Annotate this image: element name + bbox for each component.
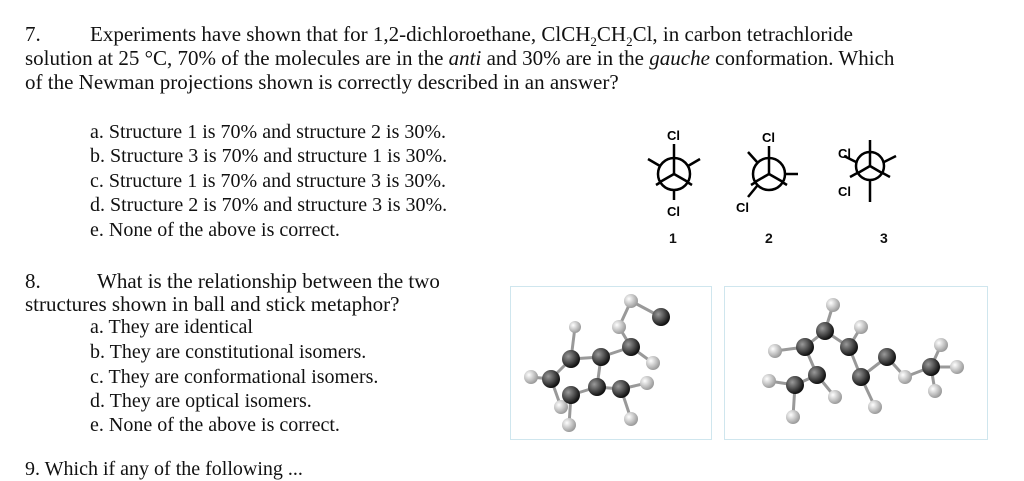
q8-choice-e[interactable]: e. None of the above is correct. xyxy=(90,414,340,436)
q7-choice-a[interactable]: a. Structure 1 is 70% and structure 2 is 30%. xyxy=(90,121,447,143)
q8-choice-c[interactable]: c. They are conformational isomers. xyxy=(90,366,379,388)
q8-choice-a[interactable]: a. They are identical xyxy=(90,316,253,338)
newman-structure-1 xyxy=(648,128,700,219)
newman-structure-3 xyxy=(838,140,896,202)
ball-stick-model-left xyxy=(510,286,712,440)
q8-choice-b[interactable]: b. They are constitutional isomers. xyxy=(90,341,367,363)
cl-label: Cl xyxy=(762,130,775,145)
q7-stem-line3: of the Newman projections shown is correctly described in an answer? xyxy=(25,70,619,94)
structure-number-2: 2 xyxy=(765,230,773,246)
newman-projections xyxy=(640,122,940,252)
q8-stem-line2: structures shown in ball and stick metaphor? xyxy=(25,292,400,316)
cl-label: Cl xyxy=(838,184,851,199)
next-question-cut-off: 9. Which if any of the following ... xyxy=(25,458,303,480)
q8-number: 8. xyxy=(25,269,41,293)
q8-stem-line1: What is the relationship between the two xyxy=(97,269,440,293)
q7-number: 7. xyxy=(25,22,41,46)
q8-choice-d[interactable]: d. They are optical isomers. xyxy=(90,390,312,412)
q7-choice-b[interactable]: b. Structure 3 is 70% and structure 1 is 30%. xyxy=(90,145,448,167)
cl-label: Cl xyxy=(667,204,680,219)
q7-choice-d[interactable]: d. Structure 2 is 70% and structure 3 is 30%. xyxy=(90,194,448,216)
ball-stick-model-right xyxy=(724,286,988,440)
cl-label: Cl xyxy=(667,128,680,143)
q7-choice-c[interactable]: c. Structure 1 is 70% and structure 3 is 30%. xyxy=(90,170,447,192)
newman-structure-2 xyxy=(736,130,798,215)
structure-number-3: 3 xyxy=(880,230,888,246)
q7-choice-e[interactable]: e. None of the above is correct. xyxy=(90,219,340,241)
structure-number-1: 1 xyxy=(669,230,677,246)
cl-label: Cl xyxy=(736,200,749,215)
q7-stem-line1: Experiments have shown that for 1,2-dichloroethane, $ClCH_2CH_2Cl$, in carbon tetrachloride xyxy=(90,22,853,50)
cl-label: Cl xyxy=(838,146,851,161)
q7-stem-line2: solution at 25 °C, 70% of the molecules are in the anti and 30% are in the gauche conformation. Which xyxy=(25,46,895,70)
